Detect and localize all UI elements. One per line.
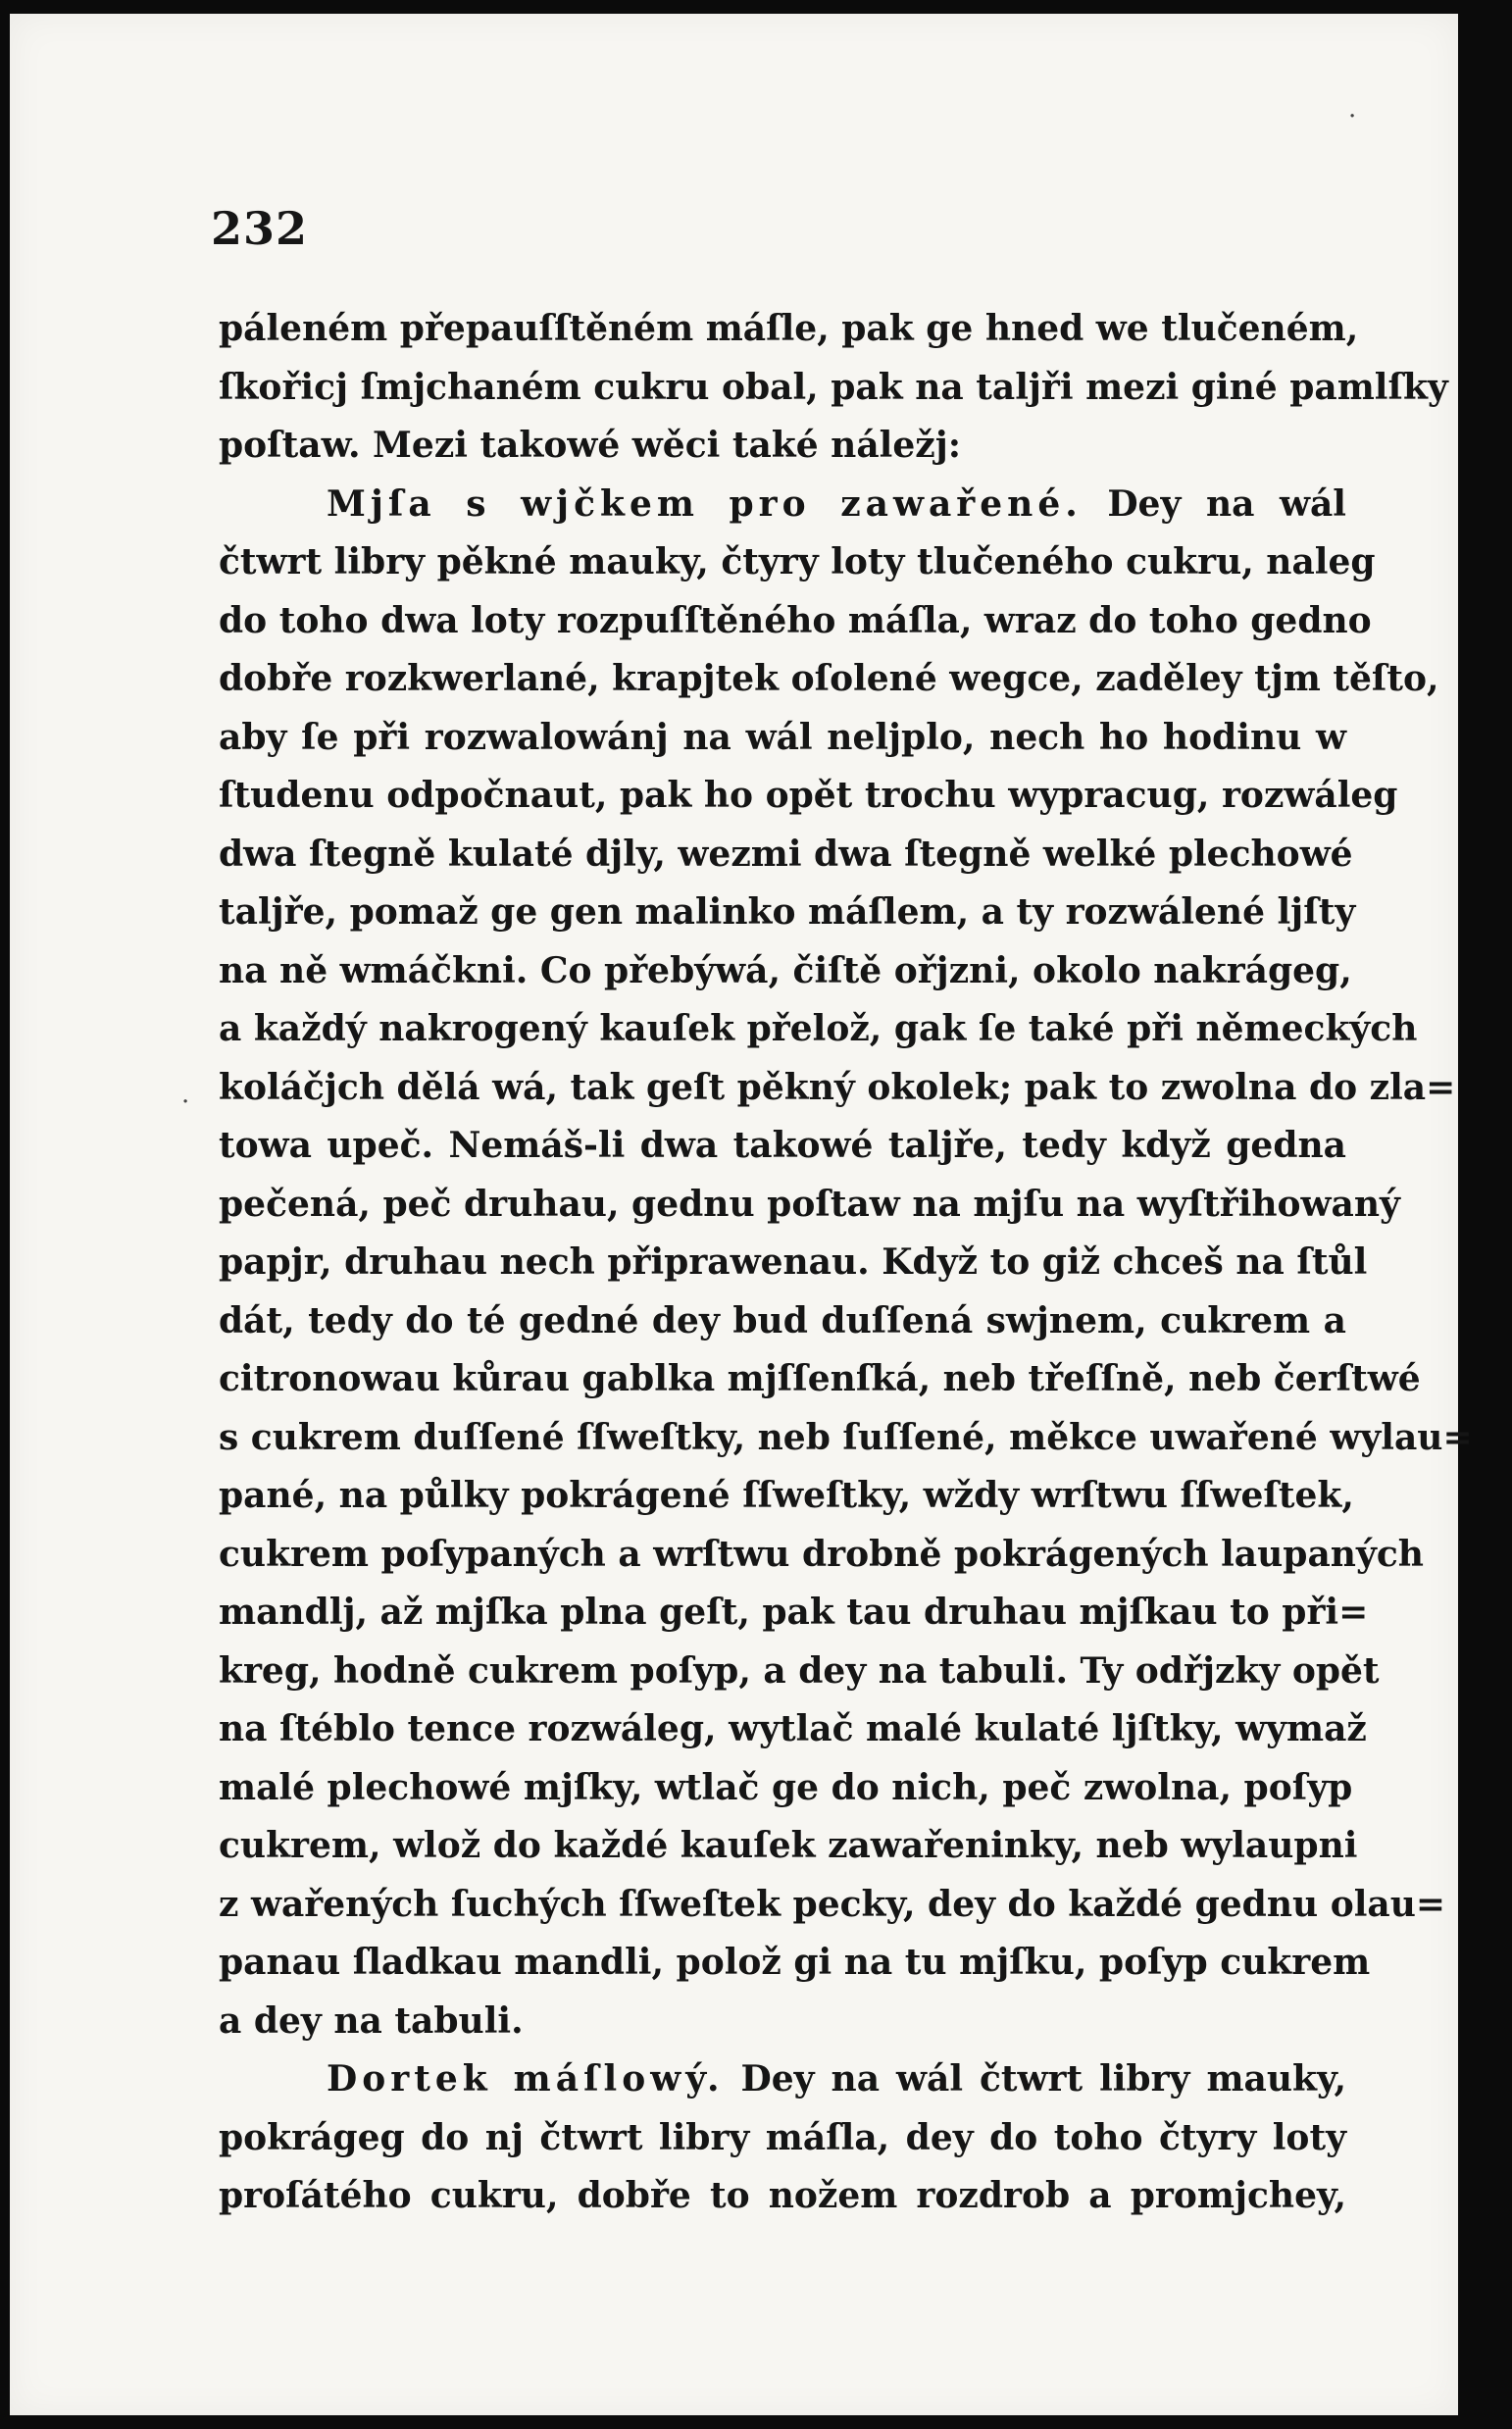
text-line: z wařených ſuchých ſſweſtek pecky, dey do každé gednu olau= (219, 1883, 1446, 1925)
text-line: cukrem, wlož do každé kauſek zawařeninky, neb wylaupni (219, 1825, 1358, 1866)
text-line: pečená, peč druhau, gednu poſtaw na mjſu na wyſtřihowaný (219, 1183, 1400, 1225)
text-line: a dey na tabuli. (219, 1999, 524, 2042)
text-line: ſtudenu odpočnaut, pak ho opět trochu wypracug, rozwáleg (219, 775, 1398, 816)
corner-speck: · (1348, 102, 1357, 131)
text-line: páleném přepauſſtěném máſle, pak ge hned we tlučeném, (219, 308, 1359, 349)
body-text (219, 300, 1473, 2226)
text-line: panau ſladkau mandli, polož gi na tu mjſku, poſyp cukrem (219, 1942, 1371, 1983)
page-number: 232 (211, 202, 309, 255)
text-line: pané, na půlky pokrágené ſſweſtky, wždy wrſtwu ſſweſtek, (219, 1475, 1354, 1516)
text-line: aby ſe při rozwalowánj na wál neljplo, nech ho hodinu w (219, 716, 1346, 758)
recipe-heading: Dortek máſlowý. (327, 2058, 725, 2100)
text-line: dát, tedy do té gedné dey bud duſſená swjnem, cukrem a (219, 1299, 1346, 1341)
text-line: do toho dwa loty rozpuſſtěného máſla, wraz do toho gedno (219, 599, 1372, 641)
text-line: čtwrt libry pěkné mauky, čtyry loty tlučeného cukru, naleg (219, 541, 1376, 582)
text-line: cukrem poſypaných a wrſtwu drobně pokrágených laupaných (219, 1533, 1424, 1575)
text-line: towa upeč. Nemáš-li dwa takowé taljře, tedy když gedna (219, 1125, 1346, 1166)
text-line: na ně wmáčkni. Co přebýwá, čiſtě ořjzni, okolo nakrágeg, (219, 949, 1352, 991)
text-line: taljře, pomaž ge gen malinko máſlem, a ty rozwálené ljſty (219, 891, 1356, 933)
book-page (10, 14, 1473, 2415)
text-line: s cukrem duſſené ſſweſtky, neb ſuſſené, měkce uwařené wylau= (219, 1416, 1473, 1458)
text-line: a každý nakrogený kauſek přelož, gak ſe také při německých (219, 1008, 1418, 1049)
text-line: mandlj, až mjſka plna geſt, pak tau druhau mjſkau to při= (219, 1592, 1369, 1633)
text-line: kreg, hodně cukrem poſyp, a dey na tabuli. Ty odřjzky opět (219, 1649, 1380, 1692)
text-line: dobře rozkwerlané, krapjtek oſolené wegce, zaděley tjm těſto, (219, 658, 1439, 699)
text-line: Dortek máſlowý. Dey na wál čtwrt libry mauky, (327, 2058, 1346, 2100)
text-line: Mjſa s wjčkem pro zawařené. Dey na wál (327, 482, 1346, 525)
text-line: na ſtéblo tence rozwáleg, wytlač malé kulaté ljſtky, wymaž (219, 1708, 1367, 1749)
text-line: malé plechowé mjſky, wtlač ge do nich, peč zwolna, poſyp (219, 1766, 1353, 1808)
margin-speck: · (181, 1088, 190, 1117)
text-line: koláčjch dělá wá, tak geſt pěkný okolek; pak to zwolna do zla= (219, 1066, 1456, 1108)
text-line: poſtaw. Mezi takowé wěci také náležj: (219, 425, 962, 466)
text-line: papjr, druhau nech připrawenau. Když to giž chceš na ſtůl (219, 1241, 1368, 1283)
text-line: citronowau kůrau gablka mjſſenſká, neb třeſſně, neb čerſtwé (219, 1358, 1421, 1399)
recipe-heading: Mjſa s wjčkem pro zawařené. (327, 482, 1083, 525)
text-line: pokrágeg do nj čtwrt libry máſla, dey do toho čtyry loty (219, 2116, 1346, 2158)
text-line: dwa ſtegně kulaté djly, wezmi dwa ſtegně welké plechowé (219, 833, 1353, 875)
text-line: ſkořicj ſmjchaném cukru obal, pak na taljři mezi giné pamlſky (219, 366, 1448, 408)
text-line: proſátého cukru, dobře to nožem rozdrob a promjchey, (219, 2175, 1346, 2216)
